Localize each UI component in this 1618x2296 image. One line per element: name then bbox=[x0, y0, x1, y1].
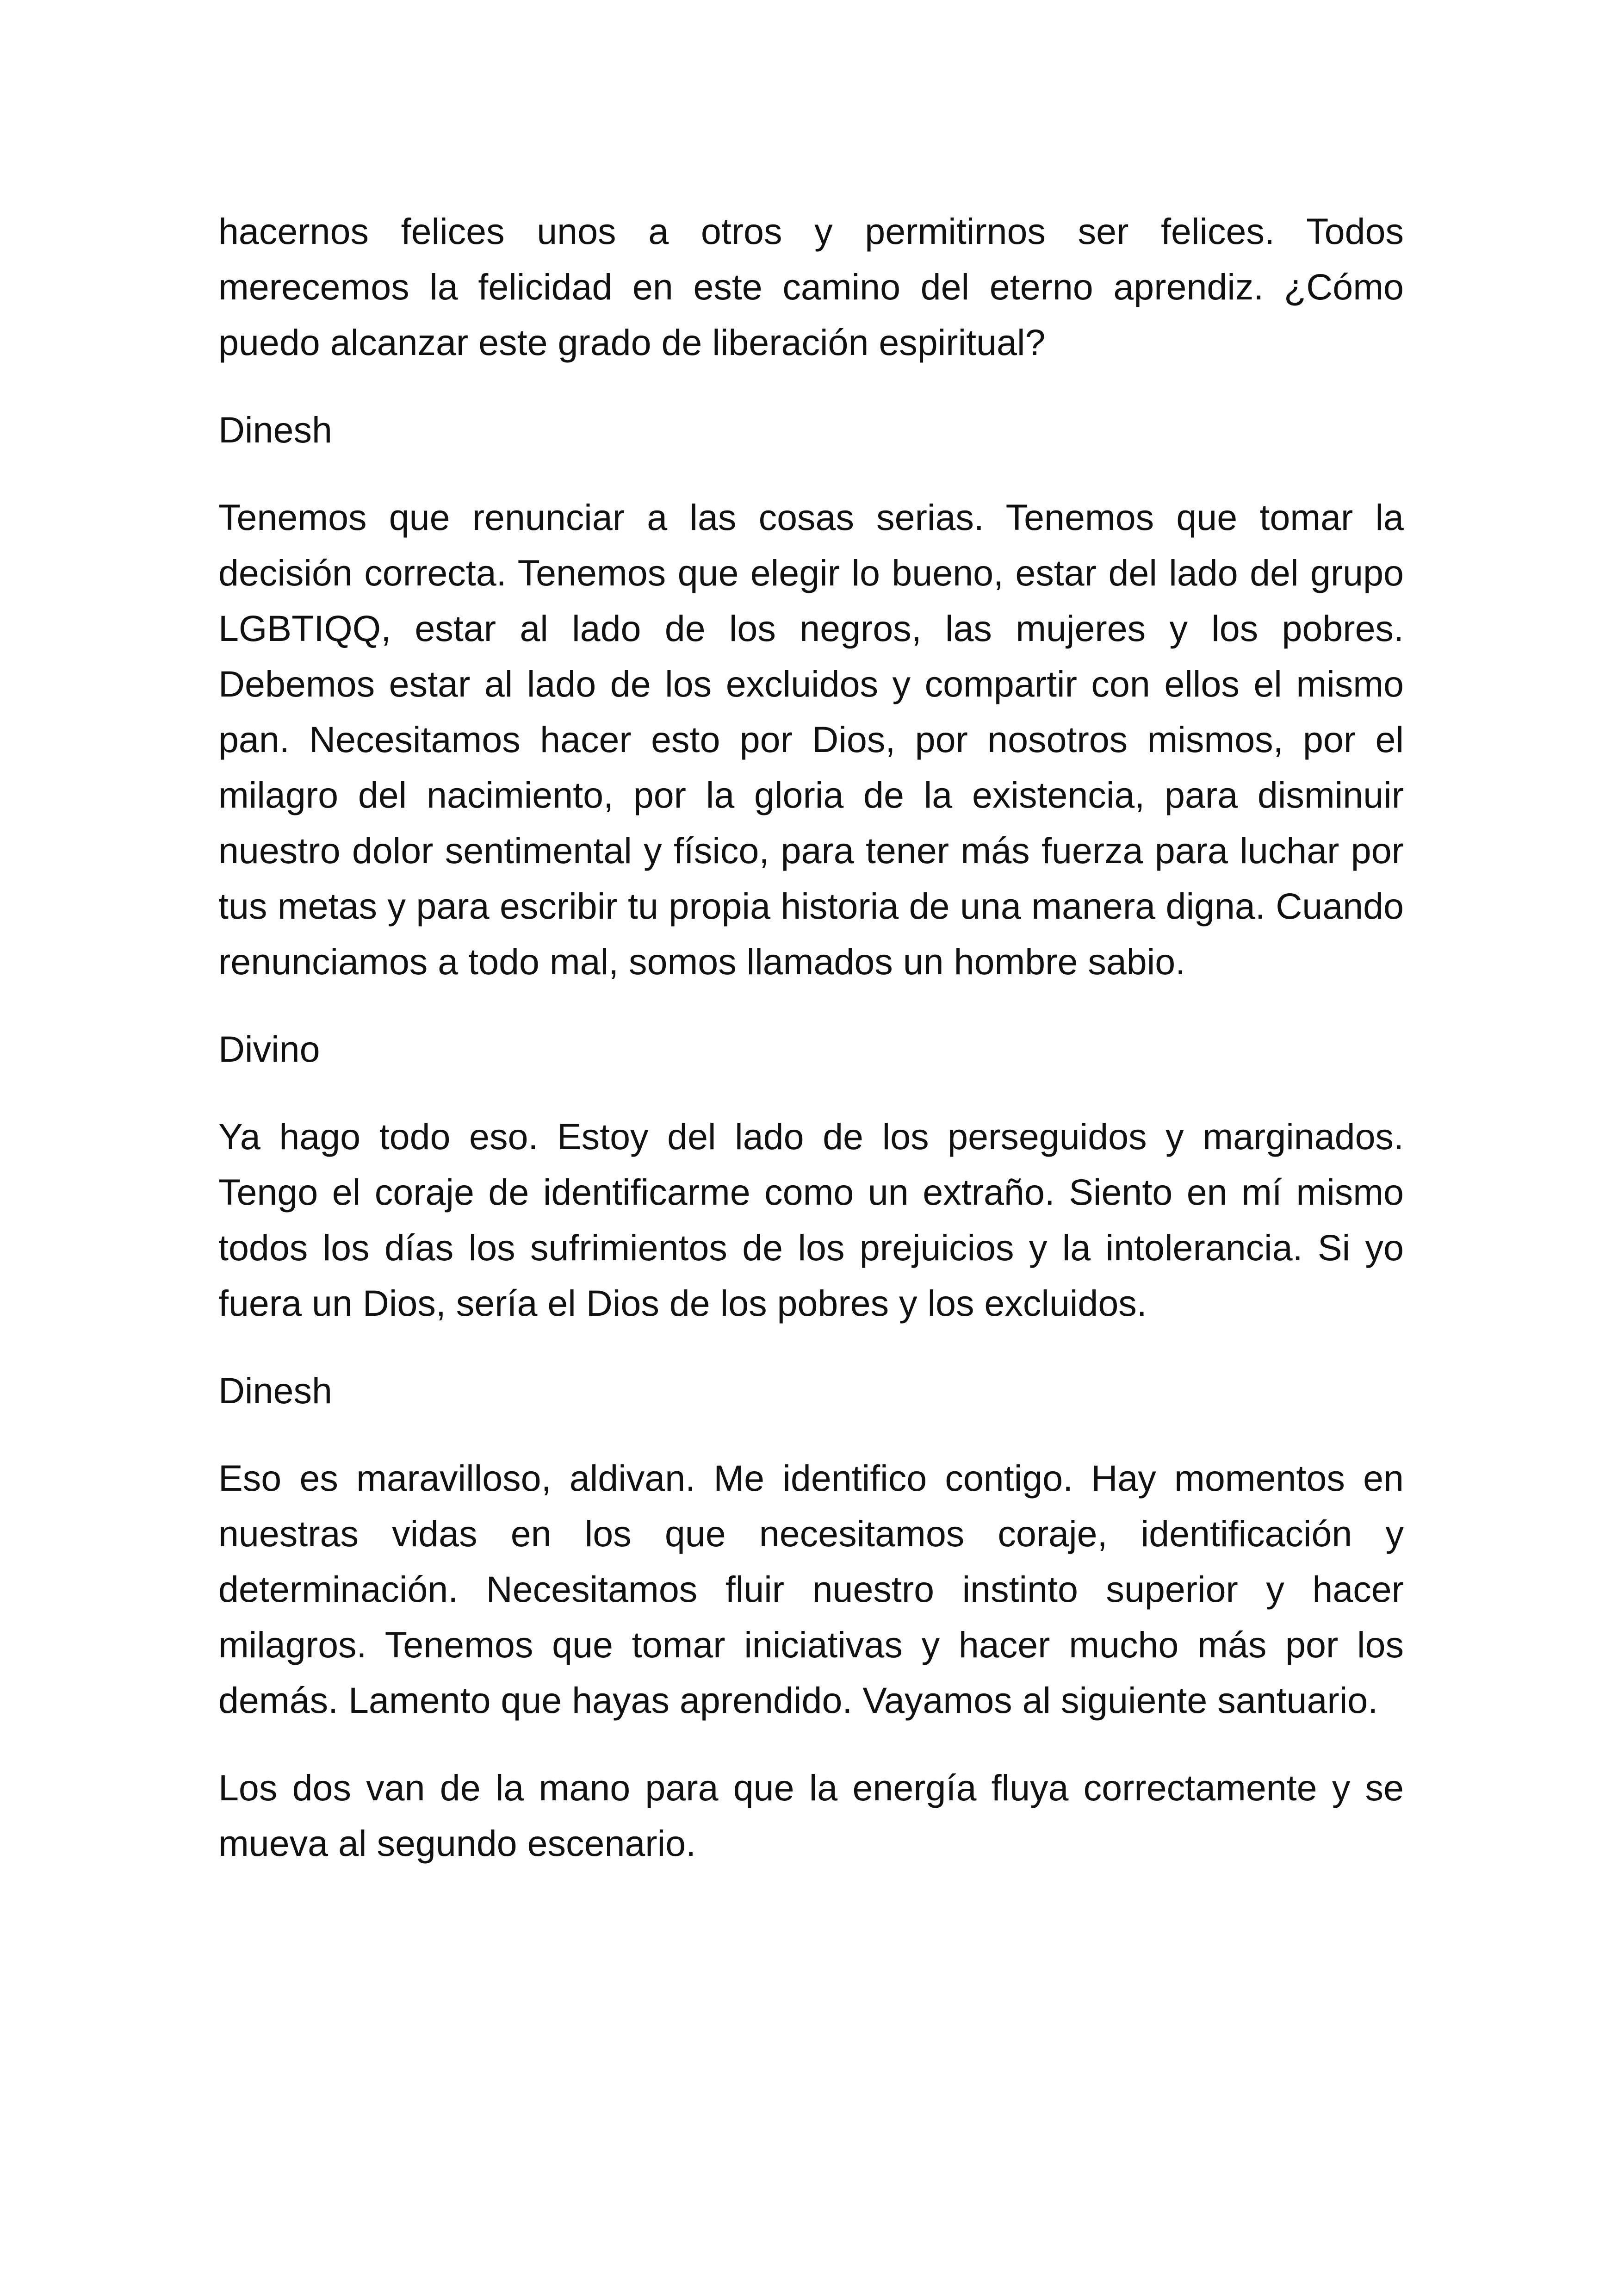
document-body bbox=[218, 204, 1404, 1903]
paragraph-3: Ya hago todo eso. Estoy del lado de los perseguidos y marginados. Tengo el coraje de identificarme como un extraño. Siento en mí mismo todos los días los sufrimientos de los prejuicios y la intolerancia. Si yo fuera un Dios, sería el Dios de los pobres y los excluidos. bbox=[218, 1116, 1404, 1324]
speaker-name-divino: Divino bbox=[218, 1028, 320, 1070]
paragraph-1: hacernos felices unos a otros y permitirnos ser felices. Todos merecemos la felicidad en este camino del eterno aprendiz. ¿Cómo puedo alcanzar este grado de liberación espiritual? bbox=[218, 211, 1404, 363]
speaker-name-dinesh: Dinesh bbox=[218, 409, 332, 450]
speaker-name-dinesh-2: Dinesh bbox=[218, 1370, 332, 1411]
paragraph-5: Los dos van de la mano para que la energía fluya correctamente y se mueva al segundo escenario. bbox=[218, 1767, 1404, 1864]
paragraph-4: Eso es maravilloso, aldivan. Me identifico contigo. Hay momentos en nuestras vidas en los que necesitamos coraje, identificación y determinación. Necesitamos fluir nuestro instinto superior y hacer milagros. Tenemos que tomar iniciativas y hacer mucho más por los demás. Lamento que hayas aprendido. Vayamos al siguiente santuario. bbox=[218, 1457, 1404, 1721]
paragraph-2: Tenemos que renunciar a las cosas serias. Tenemos que tomar la decisión correcta. Tenemos que elegir lo bueno, estar del lado del grupo LGBTIQQ, estar al lado de los negros, las mujeres y los pobres. Debemos estar al lado de los excluidos y compartir con ellos el mismo pan. Necesitamos hacer esto por Dios, por nosotros mismos, por el milagro del nacimiento, por la gloria de la existencia, para disminuir nuestro dolor sentimental y físico, para tener más fuerza para luchar por tus metas y para escribir tu propia historia de una manera digna. Cuando renunciamos a todo mal, somos llamados un hombre sabio. bbox=[218, 497, 1404, 982]
